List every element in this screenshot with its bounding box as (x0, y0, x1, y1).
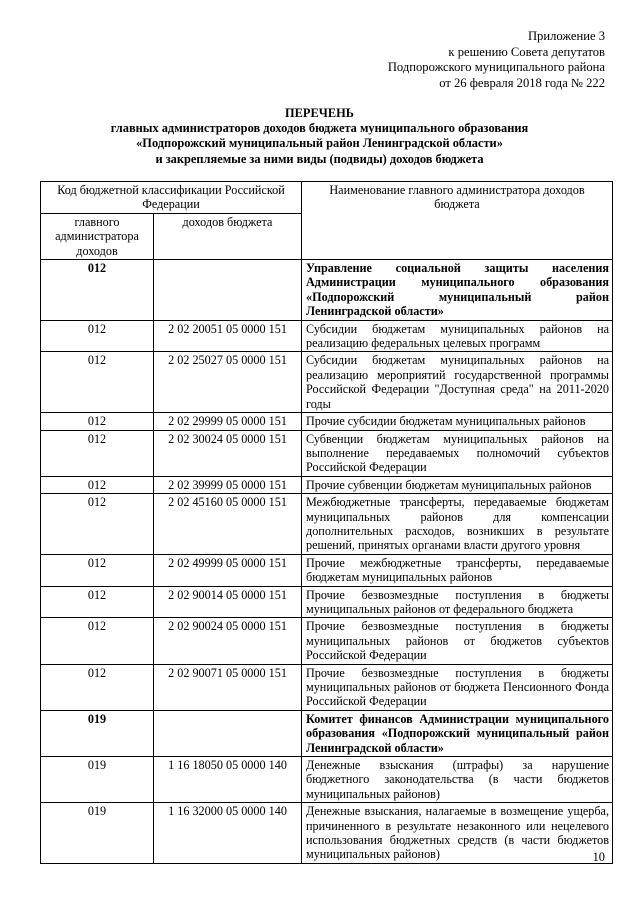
admin-code-cell: 012 (41, 320, 154, 352)
admin-code-cell: 019 (41, 757, 154, 803)
administrator-row (41, 710, 613, 756)
income-code-cell: 1 16 32000 05 0000 140 (154, 803, 302, 864)
income-code-cell: 2 02 90024 05 0000 151 (154, 618, 302, 664)
name-cell: Управление социальной защиты населения Администрации муниципального образования «Подпорожский муниципальный район Ленинградской области» (302, 260, 613, 321)
income-code-cell: 2 02 30024 05 0000 151 (154, 430, 302, 476)
admin-code-cell: 012 (41, 554, 154, 586)
header-code-group: Код бюджетной классификации Российской Федерации (41, 182, 302, 214)
income-code-cell: 2 02 39999 05 0000 151 (154, 476, 302, 493)
title-line-2: главных администраторов доходов бюджета муниципального образования (110, 121, 529, 136)
admin-code-cell: 012 (41, 586, 154, 618)
name-cell: Прочие субсидии бюджетам муниципальных районов (302, 413, 613, 430)
name-cell: Субсидии бюджетам муниципальных районов на реализацию федеральных целевых программ (302, 320, 613, 352)
name-cell: Субвенции бюджетам муниципальных районов на выполнение передаваемых полномочий субъектов Российской Федерации (302, 430, 613, 476)
name-cell: Денежные взыскания (штрафы) за нарушение бюджетного законодательства (в части бюджетов муниципальных районов) (302, 757, 613, 803)
table-row (41, 803, 613, 864)
table-header-row (41, 182, 613, 214)
income-code-cell: 2 02 20051 05 0000 151 (154, 320, 302, 352)
page-number: 10 (592, 850, 605, 864)
table-row (41, 494, 613, 555)
income-code-cell: 2 02 45160 05 0000 151 (154, 494, 302, 555)
name-cell: Прочие безвозмездные поступления в бюджеты муниципальных районов от бюджетов субъектов Российской Федерации (302, 618, 613, 664)
income-code-cell: 2 02 49999 05 0000 151 (154, 554, 302, 586)
appendix-line-2: к решению Совета депутатов (448, 44, 605, 59)
admin-code-cell: 012 (41, 618, 154, 664)
admin-code-cell: 012 (41, 413, 154, 430)
title-line-3: «Подпорожский муниципальный район Ленинградской области» (136, 136, 503, 151)
admin-code-cell: 012 (41, 664, 154, 710)
header-name: Наименование главного администратора доходов бюджета (302, 182, 613, 260)
header-income: доходов бюджета (154, 213, 302, 259)
admin-code-cell: 019 (41, 710, 154, 756)
table-row (41, 430, 613, 476)
table-row (41, 664, 613, 710)
title-line-4: и закрепляемые за ними виды (подвиды) доходов бюджета (155, 151, 484, 166)
appendix-line-1: Приложение 3 (527, 29, 605, 43)
table-row (41, 586, 613, 618)
table-row (41, 352, 613, 413)
admin-code-cell: 019 (41, 803, 154, 864)
table-row (41, 554, 613, 586)
income-code-cell (154, 710, 302, 756)
table-row (41, 320, 613, 352)
income-code-cell: 1 16 18050 05 0000 140 (154, 757, 302, 803)
admin-code-cell: 012 (41, 352, 154, 413)
name-cell: Денежные взыскания, налагаемые в возмещение ущерба, причиненного в результате незаконного или нецелевого использования бюджетных средств (в части бюджетов муниципальных районов) (302, 803, 613, 864)
income-code-cell: 2 02 90014 05 0000 151 (154, 586, 302, 618)
name-cell: Субсидии бюджетам муниципальных районов на реализацию мероприятий государственной программы Российской Федерации "Доступная среда" на 2011-2020 годы (302, 352, 613, 413)
name-cell: Межбюджетные трансферты, передаваемые бюджетам муниципальных районов для компенсации дополнительных расходов, возникших в результате решений, принятых органами власти другого уровня (302, 494, 613, 555)
table-row (41, 618, 613, 664)
table-row (41, 757, 613, 803)
income-code-cell (154, 260, 302, 321)
document-title (0, 106, 639, 167)
name-cell: Прочие межбюджетные трансферты, передаваемые бюджетам муниципальных районов (302, 554, 613, 586)
table-row (41, 413, 613, 430)
table-row (41, 476, 613, 493)
name-cell: Прочие субвенции бюджетам муниципальных районов (302, 476, 613, 493)
admin-code-cell: 012 (41, 260, 154, 321)
title-line-1: ПЕРЕЧЕНЬ (285, 106, 354, 120)
name-cell: Прочие безвозмездные поступления в бюджеты муниципальных районов от федерального бюджета (302, 586, 613, 618)
header-admin: главного администратора доходов (41, 213, 154, 259)
name-cell: Комитет финансов Администрации муниципального образования «Подпорожский муниципальный район Ленинградской области» (302, 710, 613, 756)
income-code-cell: 2 02 90071 05 0000 151 (154, 664, 302, 710)
income-code-cell: 2 02 29999 05 0000 151 (154, 413, 302, 430)
admin-code-cell: 012 (41, 494, 154, 555)
admin-code-cell: 012 (41, 430, 154, 476)
administrator-row (41, 260, 613, 321)
table-body (41, 260, 613, 864)
admin-code-cell: 012 (41, 476, 154, 493)
appendix-header (388, 29, 605, 91)
income-code-cell: 2 02 25027 05 0000 151 (154, 352, 302, 413)
appendix-line-4: от 26 февраля 2018 года № 222 (439, 75, 605, 90)
administrators-table (40, 181, 613, 864)
appendix-line-3: Подпорожского муниципального района (387, 60, 605, 75)
name-cell: Прочие безвозмездные поступления в бюджеты муниципальных районов от бюджета Пенсионного Фонда Российской Федерации (302, 664, 613, 710)
